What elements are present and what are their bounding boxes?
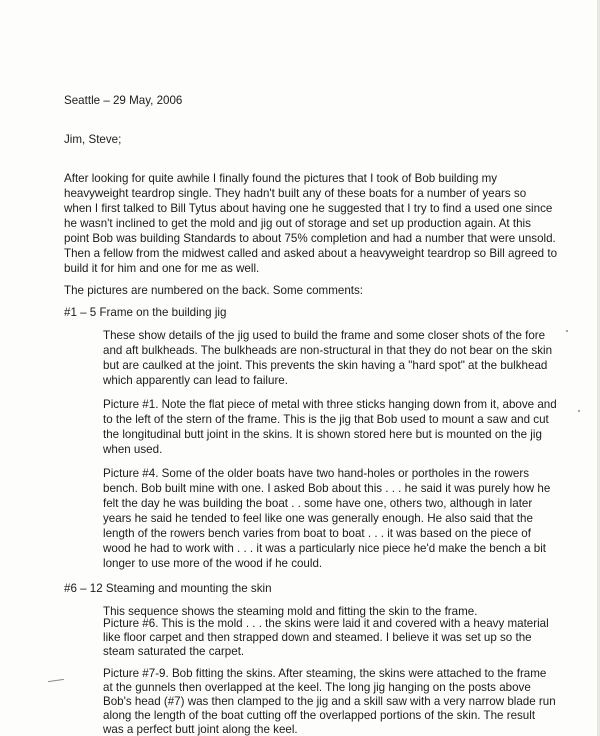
paragraph-line: These show details of the jig used to build the frame and some closer shots of the fore (103, 329, 546, 342)
paragraph-line: bench. Bob built mine with one. I asked Bob about this . . . he said it was purely how he (103, 482, 551, 495)
intro-line: Then a fellow from the midwest called and asked about a heavyweight teardrop so Bill agreed to (64, 247, 558, 260)
paragraph-line: and aft bulkheads. The bulkheads are non-structural in that they do not bear on the skin (103, 344, 553, 357)
section-heading: #6 – 12 Steaming and mounting the skin (64, 582, 272, 595)
paragraph-line: the longitudinal butt joint in the skins. It is shown stored here but is mounted on the jig (103, 428, 542, 441)
paragraph-line: felt the day he was building the boat . . some have one, others two, although in later (103, 497, 533, 510)
paragraph-line: steam saturated the carpet. (103, 645, 245, 658)
paragraph-line: along the length of the boat cutting off the overlapped portions of the skin. The result (103, 709, 536, 722)
intro-line: he wasn't inclined to get the mold and jig out of storage and set up production again. At this (64, 217, 531, 230)
intro-line: After looking for quite awhile I finally found the pictures that I took of Bob building my (64, 172, 498, 185)
paragraph-line: Picture #7-9. Bob fitting the skins. After steaming, the skins were attached to the frame (103, 667, 547, 680)
paragraph-line: which apparently can lead to failure. (103, 374, 288, 387)
paragraph-line: to the left of the stern of the frame. This is the jig that Bob used to mount a saw and cut (103, 413, 549, 426)
paragraph-line: This sequence shows the steaming mold and fitting the skin to the frame. (103, 605, 478, 618)
pen-mark (48, 679, 64, 682)
paragraph-line: Picture #6. This is the mold . . . the skins were laid it and covered with a heavy material (103, 617, 549, 630)
salutation: Jim, Steve; (64, 133, 122, 146)
paragraph-line: when used. (103, 443, 163, 456)
paragraph-line: Picture #1. Note the flat piece of metal with three sticks hanging down from it, above and (103, 398, 557, 411)
paragraph-line: Picture #4. Some of the older boats have two hand-holes or portholes in the rowers (103, 467, 529, 480)
intro-line: build it for him and one for me as well. (64, 262, 260, 275)
paragraph-line: but are caulked at the joint. This prevents the skin having a "hard spot" at the bulkhead (103, 359, 548, 372)
paragraph-line: longer to use more of the wood if he could. (103, 557, 323, 570)
dateline: Seattle – 29 May, 2006 (64, 94, 183, 107)
paragraph-line: years he said he tended to feel like one was generally enough. He also said that the (103, 512, 533, 525)
intro-line: point Bob was building Standards to about 75% completion and had a number that were unsold. (64, 232, 556, 245)
paragraph-line: at the gunnels then overlapped at the keel. The long jig hanging on the posts above (103, 681, 531, 694)
scan-speck (578, 410, 580, 412)
paragraph-line: like floor carpet and then strapped down and steamed. I believe it was set up so the (103, 631, 532, 644)
intro-line: when I first talked to Bill Tytus about having one he suggested that I try to find a used one since (64, 202, 553, 215)
paragraph-line: was a perfect butt joint along the keel. (103, 723, 298, 736)
intro-line: heavyweight teardrop single. They hadn't built any of these boats for a number of years so (64, 187, 527, 200)
numbering-note: The pictures are numbered on the back. Some comments: (64, 284, 364, 297)
paragraph-line: Bob's head (#7) was then clamped to the jig and a skill saw with a very narrow blade run (103, 695, 556, 708)
section-heading: #1 – 5 Frame on the building jig (64, 306, 227, 319)
paragraph-line: wood he had to work with . . . it was a particularly nice piece he'd make the bench a bit (103, 542, 547, 555)
paragraph-line: length of the rowers bench varies from boat to boat . . . it was based on the piece of (103, 527, 531, 540)
scan-speck (566, 330, 568, 332)
